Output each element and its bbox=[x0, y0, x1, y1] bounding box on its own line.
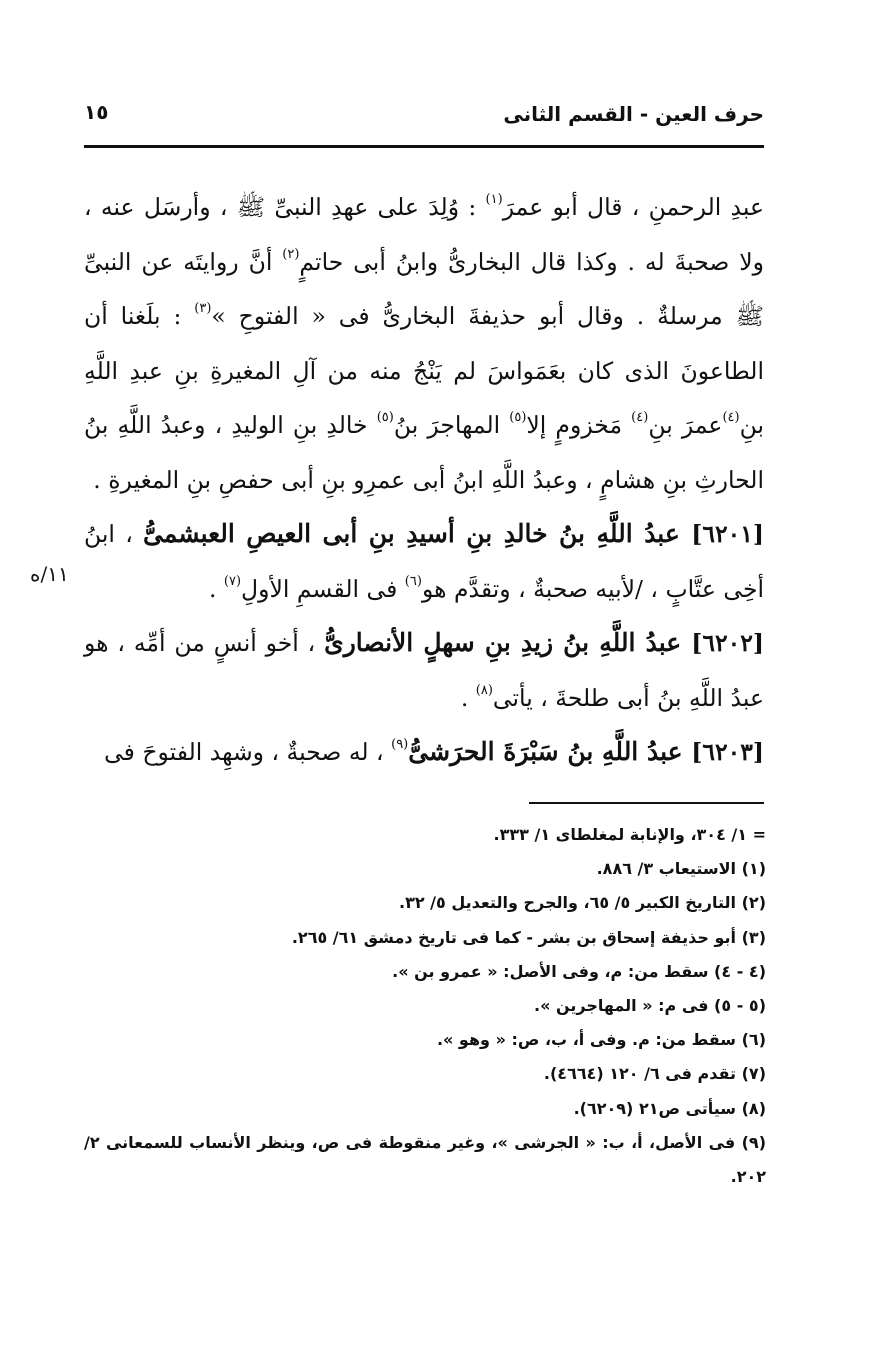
entry-number: [٦٢٠١] bbox=[691, 520, 764, 548]
footnote-marker: (٨) bbox=[475, 682, 493, 698]
entry-6202 bbox=[84, 616, 764, 725]
entry-6201 bbox=[84, 507, 764, 616]
page-number: ١٥ bbox=[84, 100, 109, 124]
text-segment: خالدِ بنِ الوليدِ ، وعبدُ اللَّهِ بنُ الحارثِ بنِ هشامٍ ، وعبدُ اللَّهِ ابنُ أبى عمرِو بنِ أبى حفصِ بنِ المغيرةِ . bbox=[84, 411, 764, 494]
footnote-1: (١) الاستيعاب ٣/ ٨٨٦. bbox=[596, 859, 766, 879]
entry-number: [٦٢٠٢] bbox=[691, 629, 764, 657]
footnote-marker: (٧) bbox=[223, 573, 242, 589]
footnote-marker: (٥) bbox=[376, 410, 394, 425]
text-segment: عبدِ الرحمنِ ، قال أبو عمرَ bbox=[502, 193, 765, 221]
text-segment: فى القسمِ الأولِ bbox=[241, 574, 405, 603]
entry-name: عبدُ اللَّهِ بنُ خالدِ بنِ أسيدِ بنِ أبى العيصِ العبشمىُّ bbox=[143, 519, 692, 548]
text-segment: : بلَغنا أن الطاعونَ الذى كان بعَمَواسَ لم يَنْجُ منه من آلِ المغيرةِ بنِ عبدِ اللَّهِ بنِ bbox=[84, 302, 765, 439]
footnote-marker: (٥) bbox=[509, 410, 527, 425]
running-title: حرف العين - القسم الثانى bbox=[503, 102, 764, 126]
footnote-8: (٨) سيأتى ص٢١ (٦٢٠٩). bbox=[573, 1098, 766, 1118]
text-segment: أنَّ روايتَه عن النبىِّ ﷺ مرسلةٌ . وقال أبو حذيفةَ البخارىُّ فى « الفتوحِ » bbox=[84, 247, 764, 330]
footnote-marker: (٩) bbox=[391, 737, 409, 752]
text-segment: ، له صحبةٌ ، وشهِد الفتوحَ فى bbox=[104, 738, 392, 766]
text-segment: مَخزومٍ إلا bbox=[526, 411, 632, 439]
footnote-marker: (٢) bbox=[282, 246, 300, 262]
footnote-3: (٣) أبو حذيفة إسحاق بن بشر - كما فى تاريخ دمشق ٦١/ ٢٦٥. bbox=[291, 927, 766, 947]
footnote-9: (٩) فى الأصل، أ، ب: « الجرشى »، وغير منقوطة فى ص، وينظر الأنساب للسمعانى ٢/ ٢٠٢. bbox=[84, 1132, 766, 1187]
entry-number: [٦٢٠٣] bbox=[691, 738, 764, 766]
footnote-6: (٦) سقط من: م. وفى أ، ب، ص: « وهو ». bbox=[436, 1030, 766, 1050]
text-segment: . bbox=[208, 574, 224, 603]
footnote-5: (٥ - ٥) فى م: « المهاجرين ». bbox=[533, 996, 766, 1016]
footnote-7: (٧) تقدم فى ٦/ ١٢٠ (٤٦٦٤). bbox=[543, 1064, 766, 1084]
footnote-continuation: = ١/ ٣٠٤، والإنابة لمغلطاى ١/ ٣٣٣. bbox=[493, 825, 766, 844]
main-text bbox=[84, 180, 764, 780]
footnote-marker: (٣) bbox=[194, 301, 212, 316]
entry-name: عبدُ اللَّهِ بنُ سَبْرَةَ الحرَشىُّ bbox=[408, 737, 692, 766]
running-header bbox=[84, 96, 764, 136]
margin-reference: ١١/ه bbox=[30, 562, 69, 586]
footnote-marker: (٤) bbox=[722, 410, 740, 425]
footnote-marker: (٤) bbox=[631, 410, 649, 425]
entry-6203 bbox=[84, 725, 764, 780]
header-rule bbox=[84, 145, 764, 148]
footnote-marker: (١) bbox=[485, 192, 503, 207]
footnote-marker: (٦) bbox=[404, 573, 422, 589]
footnotes bbox=[84, 818, 766, 1194]
intro-paragraph bbox=[84, 180, 764, 507]
footnote-2: (٢) التاريخ الكبير ٥/ ٦٥، والجرح والتعديل ٥/ ٣٢. bbox=[399, 893, 766, 913]
footnote-rule bbox=[529, 802, 764, 804]
footnote-4: (٤ - ٤) سقط من: م، وفى الأصل: « عمرو بن ». bbox=[392, 961, 766, 981]
text-segment: المهاجرَ بنُ bbox=[393, 411, 510, 439]
text-segment: عمرَ بنِ bbox=[648, 411, 723, 439]
text-segment: . bbox=[460, 683, 476, 712]
text-segment: ، ابنُ أخِى عتَّابٍ ، /لأبيه صحبةٌ ، وتقدَّم هو bbox=[84, 520, 764, 603]
text-segment: ، أخو أنسٍ من أمِّه ، هو عبدُ اللَّهِ بنُ أبى طلحةَ ، يأتى bbox=[84, 629, 764, 712]
text-segment: : وُلِدَ على عهدِ النبىِّ ﷺ ، وأرسَل عنه ، ولا صحبةَ له . وكذا قال البخارىُّ وابنُ أبى حاتمٍ bbox=[84, 193, 764, 276]
entry-name: عبدُ اللَّهِ بنُ زيدِ بنِ سهلٍ الأنصارىُّ bbox=[324, 628, 692, 657]
